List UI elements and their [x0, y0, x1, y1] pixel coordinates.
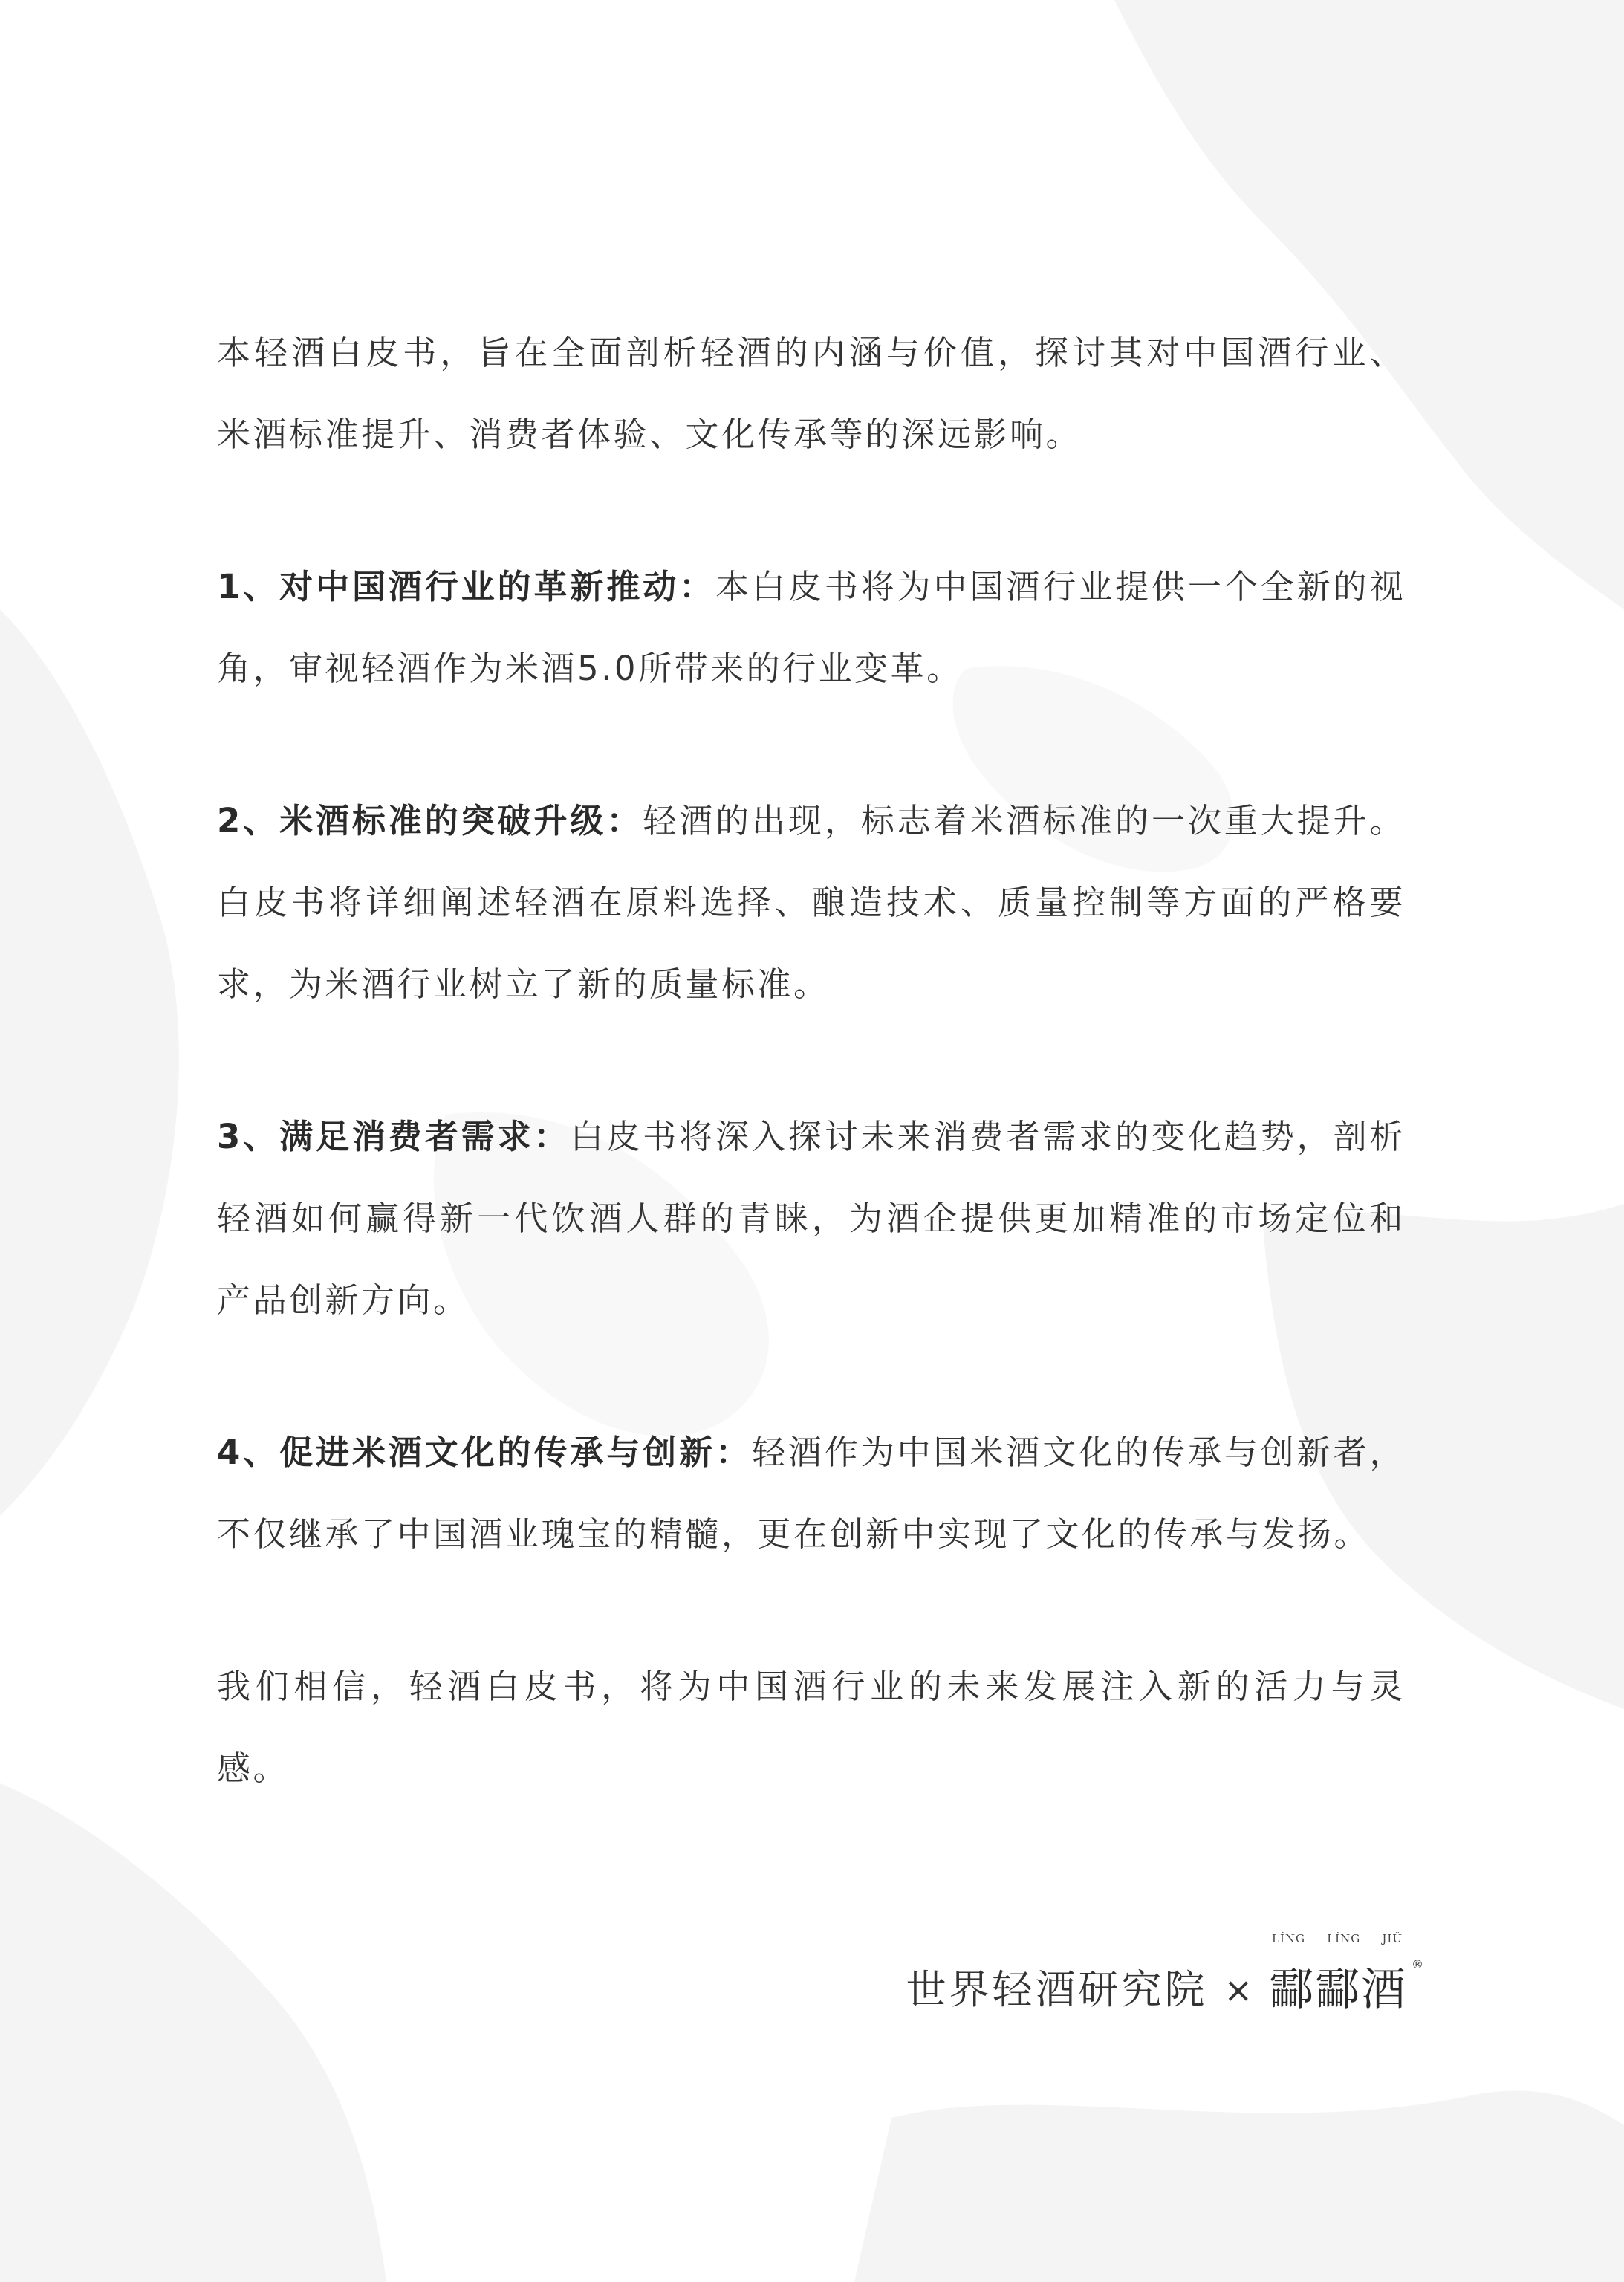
brand-name: 酃酃酒	[1269, 1964, 1407, 2016]
brand-pinyin-syllable: JIǓ	[1382, 1932, 1403, 1945]
point-1-heading: 1、对中国酒行业的革新推动：	[217, 567, 716, 606]
point-4-text: 轻酒作为中国米酒文化的传承与创新者，不仅继承了中国酒业瑰宝的精髓，更在创新中实现了文化的传承与发扬。	[217, 1433, 1406, 1554]
point-1-paragraph	[217, 546, 1406, 710]
point-1-text: 本白皮书将为中国酒行业提供一个全新的视角，审视轻酒作为米酒5.0所带来的行业变革。	[217, 567, 1406, 688]
collaboration-separator: ×	[1224, 1970, 1253, 2010]
brand-logo	[1269, 1932, 1423, 2020]
point-3-heading: 3、满足消费者需求：	[217, 1117, 571, 1156]
footer-signature	[906, 1931, 1423, 2020]
brand-pinyin-syllable: LÍNG	[1327, 1932, 1361, 1945]
point-4-heading: 4、促进米酒文化的传承与创新：	[217, 1433, 752, 1472]
point-2-text: 轻酒的出现，标志着米酒标准的一次重大提升。白皮书将详细阐述轻酒在原料选择、酿造技术、质量控制等方面的严格要求，为米酒行业树立了新的质量标准。	[217, 801, 1406, 1004]
point-4-paragraph	[217, 1412, 1406, 1575]
closing-text: 我们相信，轻酒白皮书，将为中国酒行业的未来发展注入新的活力与灵感。	[217, 1667, 1406, 1788]
point-3-paragraph	[217, 1096, 1406, 1341]
point-2-heading: 2、米酒标准的突破升级：	[217, 801, 643, 840]
intro-paragraph	[217, 312, 1406, 476]
intro-text: 本轻酒白皮书，旨在全面剖析轻酒的内涵与价值，探讨其对中国酒行业、米酒标准提升、消费者体验、文化传承等的深远影响。	[217, 333, 1406, 454]
brand-pinyin	[1272, 1932, 1403, 1945]
point-2-paragraph	[217, 780, 1406, 1025]
closing-paragraph	[217, 1646, 1406, 1809]
brand-pinyin-syllable: LÍNG	[1272, 1932, 1305, 1945]
point-3-text: 白皮书将深入探讨未来消费者需求的变化趋势，剖析轻酒如何赢得新一代饮酒人群的青睐，为酒企提供更加精准的市场定位和产品创新方向。	[217, 1117, 1406, 1320]
main-text	[217, 312, 1406, 1809]
organization-name: 世界轻酒研究院	[906, 1966, 1208, 2013]
registered-mark: ®	[1412, 1957, 1423, 1971]
